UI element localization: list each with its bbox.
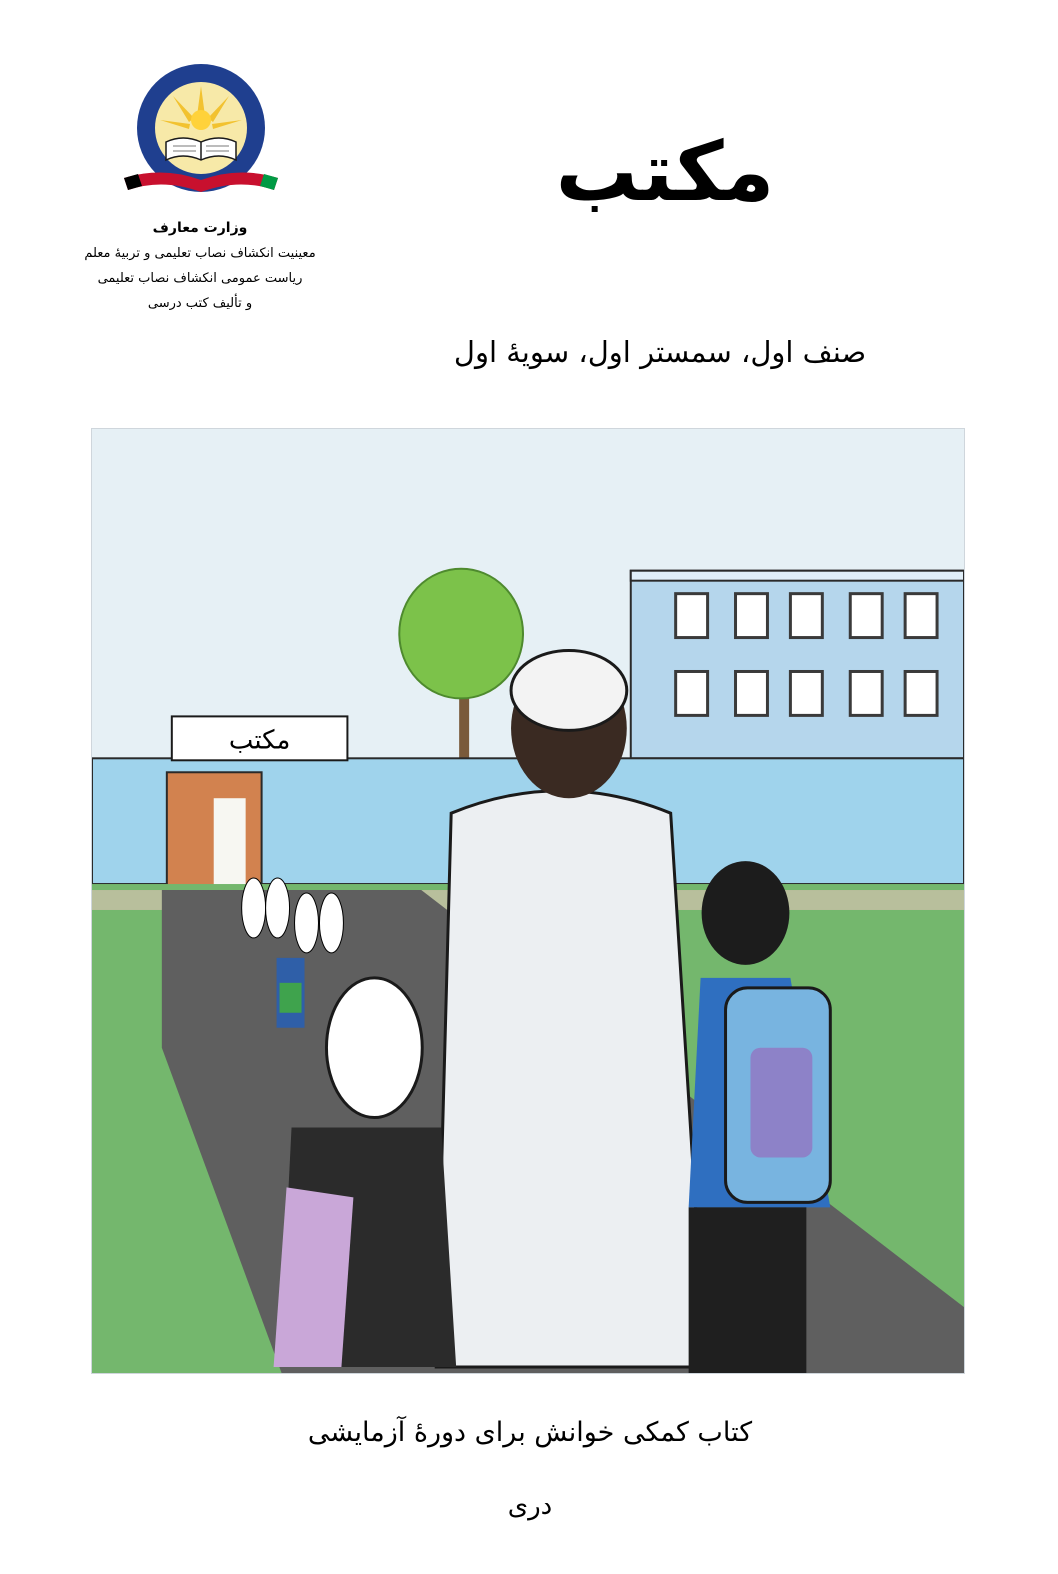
book-language: دری: [507, 1491, 553, 1521]
ministry-name: وزارت معارف: [152, 220, 248, 236]
ministry-line-3: و تألیف کتب درسی: [147, 296, 253, 311]
gate-opening: [214, 798, 246, 888]
book-subtitle: کتاب کمکی خوانش برای دورهٔ آزمایشی: [307, 1417, 753, 1448]
school-sign: [172, 716, 348, 760]
grade-line: صنف اول، سمستر اول، سویهٔ اول: [453, 335, 867, 369]
ministry-emblem-icon: [118, 58, 284, 208]
ministry-info: [60, 216, 340, 316]
ministry-line-1: معینیت انکشاف نصاب تعلیمی و تربیهٔ معلم: [84, 246, 316, 261]
school-scene-illustration: [91, 428, 965, 1374]
school-building: [631, 571, 964, 759]
ministry-line-2: ریاست عمومی انکشاف نصاب تعلیمی: [97, 271, 303, 286]
book-title: مکتب: [555, 125, 775, 220]
school-sign-text: مکتب: [228, 725, 291, 756]
